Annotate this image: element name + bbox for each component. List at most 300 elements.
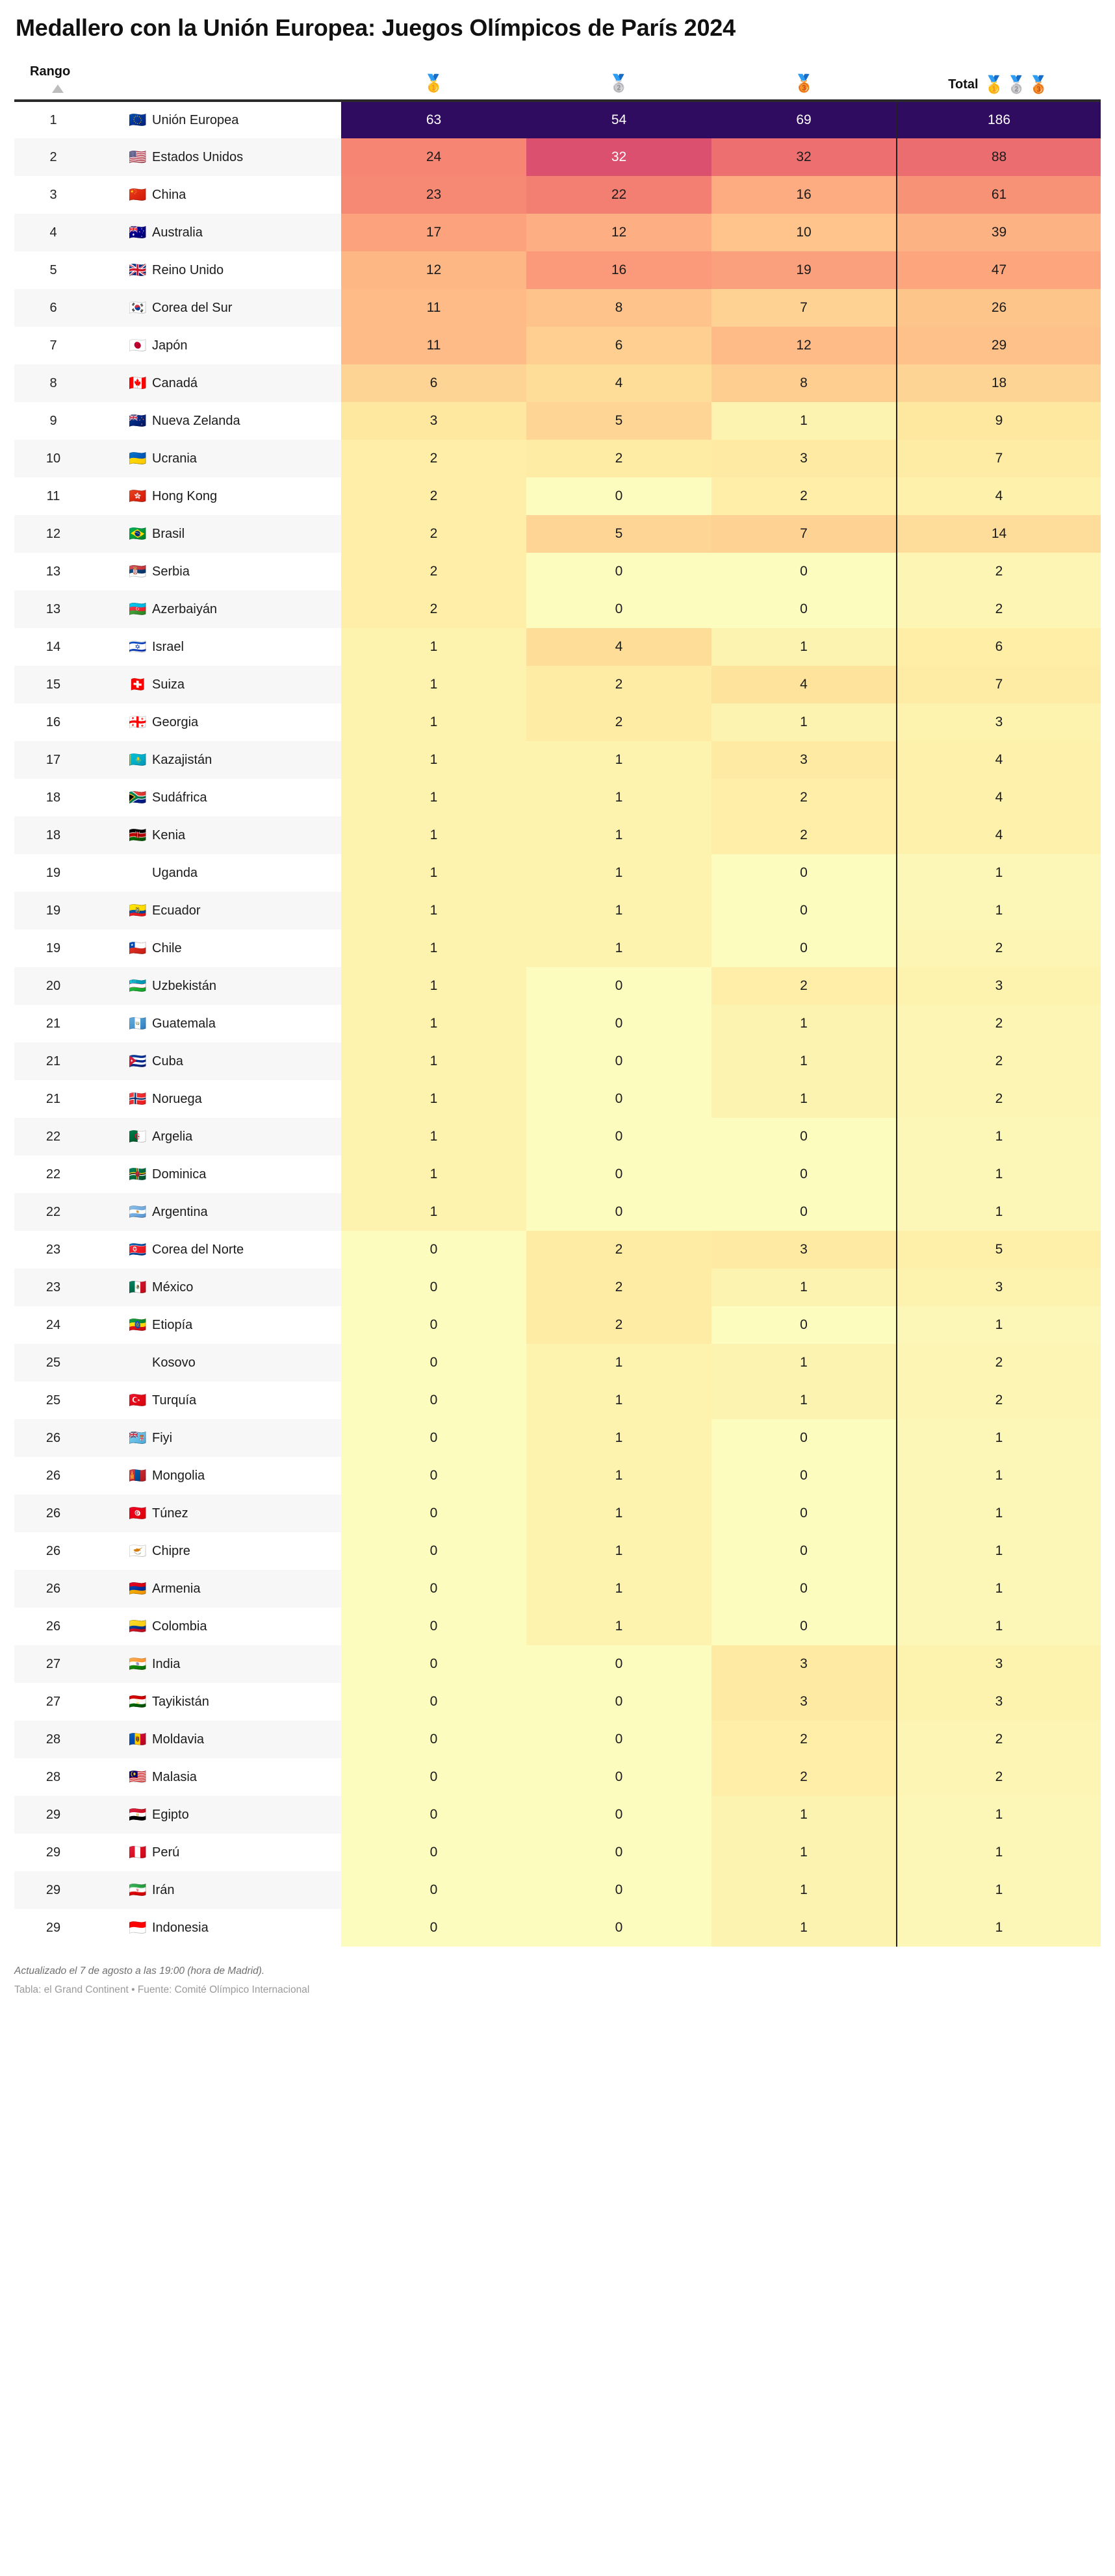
country-name: Israel bbox=[152, 639, 184, 654]
cell-gold: 2 bbox=[341, 515, 526, 553]
country-name: Chile bbox=[152, 941, 182, 955]
cell-rank: 13 bbox=[14, 553, 92, 590]
country-name: Noruega bbox=[152, 1091, 202, 1106]
table-row[interactable] bbox=[14, 666, 1101, 703]
cell-total: 1 bbox=[897, 1532, 1101, 1570]
country-name: Ecuador bbox=[152, 903, 201, 918]
country-flag-icon: 🇨🇳 bbox=[129, 186, 147, 203]
cell-rank: 14 bbox=[14, 628, 92, 666]
cell-country bbox=[92, 289, 341, 327]
table-row[interactable] bbox=[14, 929, 1101, 967]
country-name: México bbox=[152, 1280, 194, 1294]
table-row[interactable] bbox=[14, 327, 1101, 364]
cell-total: 186 bbox=[897, 101, 1101, 138]
cell-gold: 2 bbox=[341, 590, 526, 628]
table-row[interactable] bbox=[14, 1155, 1101, 1193]
cell-total: 1 bbox=[897, 1306, 1101, 1344]
cell-rank: 27 bbox=[14, 1683, 92, 1721]
cell-gold: 1 bbox=[341, 816, 526, 854]
cell-total: 26 bbox=[897, 289, 1101, 327]
country-name: Irán bbox=[152, 1882, 175, 1897]
cell-bronze: 0 bbox=[711, 1495, 897, 1532]
table-row[interactable] bbox=[14, 1118, 1101, 1155]
cell-country bbox=[92, 1080, 341, 1118]
country-flag-icon: 🇭🇰 bbox=[129, 488, 147, 504]
cell-rank: 3 bbox=[14, 176, 92, 214]
cell-total: 7 bbox=[897, 440, 1101, 477]
gold-medal-icon: 🥇 bbox=[983, 75, 1005, 94]
sort-ascending-icon[interactable] bbox=[52, 84, 64, 93]
cell-silver: 0 bbox=[526, 1645, 711, 1683]
cell-gold: 1 bbox=[341, 967, 526, 1005]
country-flag-icon: 🇲🇾 bbox=[129, 1769, 147, 1785]
cell-gold: 0 bbox=[341, 1344, 526, 1382]
cell-country bbox=[92, 1495, 341, 1532]
cell-country bbox=[92, 703, 341, 741]
cell-bronze: 69 bbox=[711, 101, 897, 138]
cell-rank: 26 bbox=[14, 1495, 92, 1532]
cell-silver: 12 bbox=[526, 214, 711, 251]
country-flag-icon: 🇮🇷 bbox=[129, 1882, 147, 1898]
cell-bronze: 2 bbox=[711, 816, 897, 854]
cell-country bbox=[92, 816, 341, 854]
column-header-country[interactable] bbox=[92, 64, 341, 101]
cell-bronze: 3 bbox=[711, 440, 897, 477]
cell-country bbox=[92, 1570, 341, 1608]
cell-rank: 29 bbox=[14, 1796, 92, 1834]
cell-gold: 1 bbox=[341, 741, 526, 779]
cell-country bbox=[92, 1796, 341, 1834]
country-name: Guatemala bbox=[152, 1016, 216, 1031]
cell-silver: 0 bbox=[526, 1005, 711, 1042]
cell-gold: 0 bbox=[341, 1532, 526, 1570]
cell-silver: 1 bbox=[526, 1570, 711, 1608]
cell-rank: 27 bbox=[14, 1645, 92, 1683]
cell-bronze: 32 bbox=[711, 138, 897, 176]
country-flag-icon: 🇨🇱 bbox=[129, 940, 147, 956]
table-row[interactable] bbox=[14, 590, 1101, 628]
country-flag-icon: 🇩🇲 bbox=[129, 1166, 147, 1182]
cell-rank: 23 bbox=[14, 1269, 92, 1306]
cell-country bbox=[92, 741, 341, 779]
table-row[interactable] bbox=[14, 1495, 1101, 1532]
cell-country bbox=[92, 666, 341, 703]
country-flag-icon: 🇧🇷 bbox=[129, 525, 147, 542]
cell-gold: 0 bbox=[341, 1758, 526, 1796]
cell-country bbox=[92, 1608, 341, 1645]
cell-bronze: 1 bbox=[711, 1344, 897, 1382]
country-name: Argentina bbox=[152, 1204, 208, 1219]
cell-rank: 21 bbox=[14, 1042, 92, 1080]
country-flag-icon: 🇦🇿 bbox=[129, 601, 147, 617]
cell-bronze: 0 bbox=[711, 929, 897, 967]
cell-silver: 4 bbox=[526, 364, 711, 402]
cell-bronze: 3 bbox=[711, 1683, 897, 1721]
cell-silver: 1 bbox=[526, 1382, 711, 1419]
table-row[interactable] bbox=[14, 854, 1101, 892]
cell-silver: 0 bbox=[526, 553, 711, 590]
table-row[interactable] bbox=[14, 1570, 1101, 1608]
country-flag-icon: 🇪🇺 bbox=[129, 112, 147, 128]
country-name: Turquía bbox=[152, 1393, 197, 1408]
cell-country bbox=[92, 1758, 341, 1796]
source-note: Tabla: el Grand Continent • Fuente: Comité Olímpico Internacional bbox=[14, 1984, 310, 1996]
cell-gold: 0 bbox=[341, 1382, 526, 1419]
table-row[interactable] bbox=[14, 364, 1101, 402]
country-flag-icon: 🇳🇴 bbox=[129, 1091, 147, 1107]
country-name: Uzbekistán bbox=[152, 978, 216, 993]
cell-bronze: 0 bbox=[711, 854, 897, 892]
cell-country bbox=[92, 1419, 341, 1457]
cell-bronze: 0 bbox=[711, 1570, 897, 1608]
cell-country bbox=[92, 1193, 341, 1231]
cell-total: 61 bbox=[897, 176, 1101, 214]
table-row[interactable] bbox=[14, 1796, 1101, 1834]
table-row[interactable] bbox=[14, 1834, 1101, 1871]
table-row[interactable] bbox=[14, 1645, 1101, 1683]
cell-country bbox=[92, 1269, 341, 1306]
cell-bronze: 2 bbox=[711, 967, 897, 1005]
country-flag-icon: 🇦🇷 bbox=[129, 1204, 147, 1220]
cell-bronze: 7 bbox=[711, 515, 897, 553]
cell-silver: 0 bbox=[526, 1796, 711, 1834]
cell-rank: 13 bbox=[14, 590, 92, 628]
country-flag-icon: 🇬🇧 bbox=[129, 262, 147, 278]
table-row[interactable] bbox=[14, 214, 1101, 251]
cell-silver: 1 bbox=[526, 1532, 711, 1570]
cell-total: 88 bbox=[897, 138, 1101, 176]
cell-country bbox=[92, 1457, 341, 1495]
cell-silver: 4 bbox=[526, 628, 711, 666]
cell-silver: 2 bbox=[526, 703, 711, 741]
table-row[interactable] bbox=[14, 816, 1101, 854]
table-row[interactable] bbox=[14, 628, 1101, 666]
country-name: Indonesia bbox=[152, 1920, 209, 1935]
cell-total: 2 bbox=[897, 1382, 1101, 1419]
country-flag-icon: 🇨🇭 bbox=[129, 676, 147, 692]
country-name: Egipto bbox=[152, 1807, 189, 1822]
table-row[interactable] bbox=[14, 1871, 1101, 1909]
table-row[interactable] bbox=[14, 1042, 1101, 1080]
column-header-rank[interactable] bbox=[14, 64, 92, 101]
country-name: Brasil bbox=[152, 526, 185, 541]
country-name: Dominica bbox=[152, 1167, 207, 1181]
table-row[interactable] bbox=[14, 440, 1101, 477]
table-header bbox=[14, 64, 1101, 101]
updated-note: Actualizado el 7 de agosto a las 19:00 (hora de Madrid). bbox=[14, 1965, 265, 1976]
cell-silver: 0 bbox=[526, 590, 711, 628]
column-header-rank-label: Rango bbox=[30, 64, 71, 79]
country-flag-icon: 🇪🇹 bbox=[129, 1317, 147, 1333]
cell-bronze: 1 bbox=[711, 1871, 897, 1909]
country-flag-icon: 🇬🇹 bbox=[129, 1015, 147, 1031]
cell-country bbox=[92, 138, 341, 176]
table-row[interactable] bbox=[14, 1608, 1101, 1645]
cell-gold: 0 bbox=[341, 1871, 526, 1909]
cell-bronze: 12 bbox=[711, 327, 897, 364]
country-flag-icon: 🇳🇿 bbox=[129, 412, 147, 429]
country-name: Etiopía bbox=[152, 1317, 193, 1332]
cell-rank: 19 bbox=[14, 929, 92, 967]
cell-total: 1 bbox=[897, 1457, 1101, 1495]
cell-bronze: 0 bbox=[711, 1193, 897, 1231]
table-row[interactable] bbox=[14, 1457, 1101, 1495]
table-row[interactable] bbox=[14, 176, 1101, 214]
cell-gold: 0 bbox=[341, 1419, 526, 1457]
table-row[interactable] bbox=[14, 477, 1101, 515]
table-row[interactable] bbox=[14, 1269, 1101, 1306]
country-name: Ucrania bbox=[152, 451, 197, 466]
cell-total: 1 bbox=[897, 1796, 1101, 1834]
table-row[interactable] bbox=[14, 1909, 1101, 1947]
cell-gold: 0 bbox=[341, 1796, 526, 1834]
country-name: Cuba bbox=[152, 1054, 183, 1068]
cell-gold: 0 bbox=[341, 1495, 526, 1532]
table-row[interactable] bbox=[14, 101, 1101, 138]
cell-country bbox=[92, 779, 341, 816]
column-header-total-label: Total bbox=[948, 77, 979, 92]
cell-silver: 1 bbox=[526, 892, 711, 929]
table-row[interactable] bbox=[14, 1306, 1101, 1344]
cell-bronze: 3 bbox=[711, 1645, 897, 1683]
country-flag-icon: 🇯🇵 bbox=[129, 337, 147, 353]
table-row[interactable] bbox=[14, 741, 1101, 779]
cell-rank: 28 bbox=[14, 1758, 92, 1796]
cell-total: 2 bbox=[897, 1080, 1101, 1118]
cell-total: 1 bbox=[897, 1193, 1101, 1231]
table-row[interactable] bbox=[14, 1344, 1101, 1382]
cell-country bbox=[92, 1155, 341, 1193]
cell-bronze: 0 bbox=[711, 1457, 897, 1495]
cell-gold: 0 bbox=[341, 1645, 526, 1683]
cell-country bbox=[92, 477, 341, 515]
cell-rank: 26 bbox=[14, 1608, 92, 1645]
cell-rank: 25 bbox=[14, 1344, 92, 1382]
bronze-medal-icon: 🥉 bbox=[793, 73, 815, 93]
cell-rank: 18 bbox=[14, 816, 92, 854]
cell-country bbox=[92, 176, 341, 214]
cell-total: 4 bbox=[897, 779, 1101, 816]
column-header-gold[interactable] bbox=[341, 64, 526, 101]
country-name: Uganda bbox=[152, 865, 198, 880]
country-flag-icon: 🇰🇷 bbox=[129, 299, 147, 316]
country-name: Chipre bbox=[152, 1543, 190, 1558]
cell-country bbox=[92, 440, 341, 477]
country-flag-icon: 🇹🇷 bbox=[129, 1392, 147, 1408]
country-name: Kenia bbox=[152, 827, 186, 842]
cell-country bbox=[92, 1909, 341, 1947]
cell-rank: 22 bbox=[14, 1193, 92, 1231]
country-flag-icon: 🇮🇩 bbox=[129, 1919, 147, 1936]
table-row[interactable] bbox=[14, 1758, 1101, 1796]
cell-rank: 26 bbox=[14, 1457, 92, 1495]
header-row bbox=[14, 64, 1101, 101]
country-flag-icon: 🇵🇪 bbox=[129, 1844, 147, 1860]
country-name: Canadá bbox=[152, 375, 198, 390]
table-row[interactable] bbox=[14, 703, 1101, 741]
cell-rank: 26 bbox=[14, 1570, 92, 1608]
table-row[interactable] bbox=[14, 1231, 1101, 1269]
cell-bronze: 1 bbox=[711, 1382, 897, 1419]
cell-gold: 0 bbox=[341, 1608, 526, 1645]
cell-gold: 17 bbox=[341, 214, 526, 251]
cell-gold: 0 bbox=[341, 1683, 526, 1721]
cell-rank: 22 bbox=[14, 1155, 92, 1193]
cell-gold: 1 bbox=[341, 703, 526, 741]
country-flag-icon: 🇨🇦 bbox=[129, 375, 147, 391]
cell-rank: 10 bbox=[14, 440, 92, 477]
country-name: Nueva Zelanda bbox=[152, 413, 240, 428]
cell-rank: 26 bbox=[14, 1532, 92, 1570]
cell-gold: 0 bbox=[341, 1909, 526, 1947]
country-flag-icon: 🇨🇾 bbox=[129, 1543, 147, 1559]
cell-gold: 24 bbox=[341, 138, 526, 176]
country-name: Azerbaiyán bbox=[152, 601, 218, 616]
cell-bronze: 1 bbox=[711, 1005, 897, 1042]
country-name: Mongolia bbox=[152, 1468, 205, 1483]
cell-bronze: 2 bbox=[711, 1721, 897, 1758]
cell-total: 1 bbox=[897, 854, 1101, 892]
cell-country bbox=[92, 553, 341, 590]
cell-bronze: 0 bbox=[711, 892, 897, 929]
cell-total: 47 bbox=[897, 251, 1101, 289]
column-header-total[interactable] bbox=[897, 64, 1101, 101]
cell-silver: 2 bbox=[526, 666, 711, 703]
country-name: Hong Kong bbox=[152, 488, 218, 503]
cell-country bbox=[92, 327, 341, 364]
country-flag-icon: 🇦🇲 bbox=[129, 1580, 147, 1597]
table-row[interactable] bbox=[14, 779, 1101, 816]
cell-silver: 0 bbox=[526, 1155, 711, 1193]
table-row[interactable] bbox=[14, 1193, 1101, 1231]
cell-rank: 7 bbox=[14, 327, 92, 364]
cell-rank: 5 bbox=[14, 251, 92, 289]
cell-gold: 11 bbox=[341, 289, 526, 327]
column-header-silver[interactable] bbox=[526, 64, 711, 101]
medal-table bbox=[14, 64, 1101, 1947]
table-row[interactable] bbox=[14, 967, 1101, 1005]
country-name: Colombia bbox=[152, 1619, 207, 1634]
cell-country bbox=[92, 214, 341, 251]
table-row[interactable] bbox=[14, 138, 1101, 176]
cell-total: 1 bbox=[897, 1570, 1101, 1608]
table-row[interactable] bbox=[14, 553, 1101, 590]
cell-gold: 1 bbox=[341, 1080, 526, 1118]
cell-rank: 1 bbox=[14, 101, 92, 138]
column-header-bronze[interactable] bbox=[711, 64, 897, 101]
cell-silver: 6 bbox=[526, 327, 711, 364]
country-flag-icon: 🇺🇸 bbox=[129, 149, 147, 165]
cell-bronze: 2 bbox=[711, 477, 897, 515]
country-flag-icon: 🇺🇦 bbox=[129, 450, 147, 466]
cell-rank: 16 bbox=[14, 703, 92, 741]
cell-total: 2 bbox=[897, 1042, 1101, 1080]
country-flag-icon: 🇰🇵 bbox=[129, 1241, 147, 1257]
cell-country bbox=[92, 590, 341, 628]
cell-bronze: 3 bbox=[711, 1231, 897, 1269]
table-row[interactable] bbox=[14, 1005, 1101, 1042]
cell-silver: 0 bbox=[526, 1871, 711, 1909]
cell-bronze: 1 bbox=[711, 1042, 897, 1080]
cell-bronze: 0 bbox=[711, 1419, 897, 1457]
cell-gold: 1 bbox=[341, 929, 526, 967]
country-name: Sudáfrica bbox=[152, 790, 207, 805]
cell-gold: 1 bbox=[341, 1118, 526, 1155]
country-flag-icon: 🇷🇸 bbox=[129, 563, 147, 579]
cell-country bbox=[92, 515, 341, 553]
cell-bronze: 0 bbox=[711, 1306, 897, 1344]
cell-country bbox=[92, 1306, 341, 1344]
cell-rank: 12 bbox=[14, 515, 92, 553]
cell-total: 1 bbox=[897, 1871, 1101, 1909]
cell-gold: 0 bbox=[341, 1570, 526, 1608]
cell-country bbox=[92, 1231, 341, 1269]
cell-total: 2 bbox=[897, 590, 1101, 628]
table-row[interactable] bbox=[14, 289, 1101, 327]
cell-total: 2 bbox=[897, 1005, 1101, 1042]
table-row[interactable] bbox=[14, 251, 1101, 289]
cell-gold: 12 bbox=[341, 251, 526, 289]
cell-total: 29 bbox=[897, 327, 1101, 364]
cell-rank: 28 bbox=[14, 1721, 92, 1758]
cell-total: 1 bbox=[897, 1834, 1101, 1871]
country-flag-icon: 🇩🇿 bbox=[129, 1128, 147, 1144]
table-row[interactable] bbox=[14, 1080, 1101, 1118]
cell-gold: 2 bbox=[341, 477, 526, 515]
cell-total: 1 bbox=[897, 1495, 1101, 1532]
cell-rank: 20 bbox=[14, 967, 92, 1005]
country-name: Moldavia bbox=[152, 1732, 205, 1747]
table-row[interactable] bbox=[14, 1683, 1101, 1721]
cell-silver: 1 bbox=[526, 1419, 711, 1457]
cell-bronze: 0 bbox=[711, 590, 897, 628]
table-row[interactable] bbox=[14, 1419, 1101, 1457]
cell-silver: 1 bbox=[526, 779, 711, 816]
cell-gold: 1 bbox=[341, 779, 526, 816]
table-row[interactable] bbox=[14, 515, 1101, 553]
cell-rank: 9 bbox=[14, 402, 92, 440]
cell-country bbox=[92, 251, 341, 289]
country-name: Serbia bbox=[152, 564, 190, 579]
table-row[interactable] bbox=[14, 1721, 1101, 1758]
table-row[interactable] bbox=[14, 892, 1101, 929]
cell-bronze: 8 bbox=[711, 364, 897, 402]
cell-country bbox=[92, 967, 341, 1005]
cell-rank: 17 bbox=[14, 741, 92, 779]
cell-rank: 29 bbox=[14, 1909, 92, 1947]
cell-gold: 0 bbox=[341, 1306, 526, 1344]
cell-silver: 2 bbox=[526, 440, 711, 477]
cell-total: 39 bbox=[897, 214, 1101, 251]
country-flag-icon: 🇲🇽 bbox=[129, 1279, 147, 1295]
table-row[interactable] bbox=[14, 1532, 1101, 1570]
silver-medal-icon: 🥈 bbox=[1005, 75, 1027, 94]
cell-country bbox=[92, 854, 341, 892]
cell-gold: 3 bbox=[341, 402, 526, 440]
cell-total: 1 bbox=[897, 892, 1101, 929]
cell-gold: 1 bbox=[341, 892, 526, 929]
cell-gold: 0 bbox=[341, 1231, 526, 1269]
cell-gold: 11 bbox=[341, 327, 526, 364]
table-row[interactable] bbox=[14, 402, 1101, 440]
cell-rank: 22 bbox=[14, 1118, 92, 1155]
cell-bronze: 7 bbox=[711, 289, 897, 327]
country-name: India bbox=[152, 1656, 181, 1671]
cell-gold: 23 bbox=[341, 176, 526, 214]
cell-silver: 22 bbox=[526, 176, 711, 214]
cell-rank: 19 bbox=[14, 854, 92, 892]
table-row[interactable] bbox=[14, 1382, 1101, 1419]
